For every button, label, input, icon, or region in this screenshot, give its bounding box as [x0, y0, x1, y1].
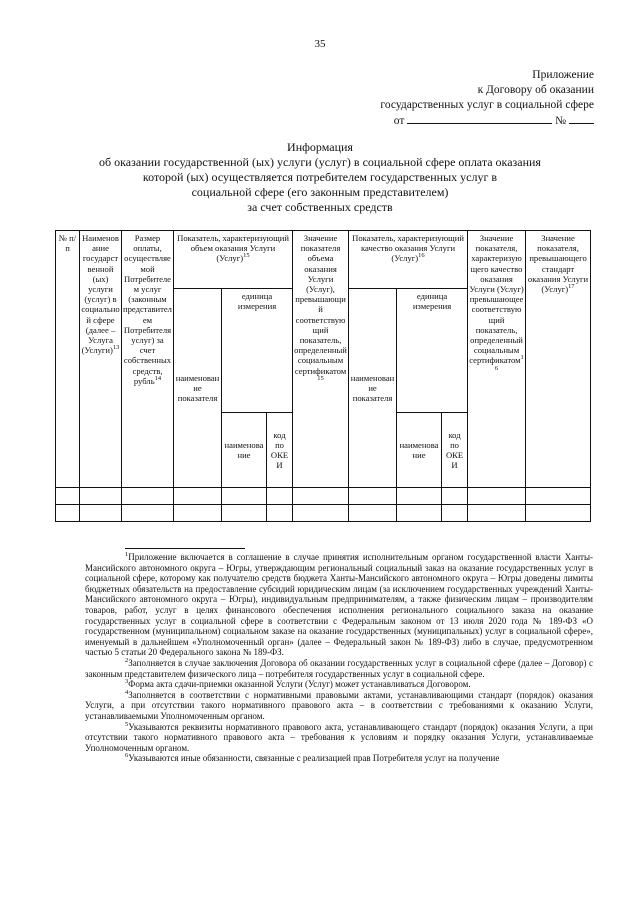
header-volume-okei: код по ОКЕИ — [267, 413, 293, 488]
fn-ref: 16 — [418, 252, 425, 260]
table-cell — [80, 505, 122, 522]
table-cell — [293, 488, 349, 505]
table-cell — [349, 488, 397, 505]
table-cell — [222, 488, 267, 505]
appendix-date-line — [380, 113, 594, 129]
page-number: 35 — [314, 38, 326, 50]
header-volume-unit: единица измерения — [222, 288, 293, 413]
fn-ref: 17 — [568, 283, 575, 291]
date-blank — [407, 113, 552, 124]
number-blank — [569, 113, 594, 124]
header-payment-amount: Размер оплаты, осуществляемой Потребителем услуг (законным представителем Потребителя услуг) за счет собственных средств, рубль$^{14}$ — [122, 231, 174, 488]
table-cell — [349, 505, 397, 522]
header-volume-indicator: Показатель, характеризующий объем оказания Услуги (Услуг)$^{15}$ — [174, 231, 293, 289]
table-cell — [122, 488, 174, 505]
footnote-separator — [125, 548, 245, 549]
fn-ref: 13 — [112, 344, 120, 352]
footnote-4: $^4$Заполняется в соответствии с нормативными правовыми актами, устанавливающими стандарт (порядок) оказания Услуги, а при отсутствии такого нормативного правового акта – в соответствии с требованиями к оказанию Услуги, устанавливаемыми Уполномоченным органом. — [85, 688, 593, 721]
table-cell — [56, 505, 80, 522]
appendix-header — [380, 68, 594, 129]
header-quality-indicator-name: наименование показателя — [349, 288, 397, 487]
header-service-name: Наименование государственной (ых) услуги (услуг) в социальной сфере (далее – Услуга (Услуги)$^{13}$ — [80, 231, 122, 488]
footnote-1: $^1$Приложение включается в соглашение в случае принятия исполнительным органом государственной власти Ханты-Мансийского автономного округа – Югры, утверждающим региональный социальный заказ на оказание государственных услуг в социальной сфере, которому как получателю средств бюджета Ханты-Мансийского автономного округа – Югры доведены лимиты бюджетных обязательств на предоставление субсидий юридическим лицам (за исключением государственных учреждений Ханты-Мансийского автономного округа – Югры), индивидуальным предпринимателям, а также физическим лицам – производителям товаров, работ, услуг в целях финансового обеспечения исполнения регионального социального заказа на оказание государственных услуг в социальной сфере в соответствии с Федеральным законом от 13 июля 2020 года № 189-ФЗ «О государственном (муниципальном) социальном заказе на оказание государственных (муниципальных) услуг в социальной сфере», именуемый в дальнейшем «Уполномоченный орган» (далее – Федеральный закон № 189-ФЗ) либо в случае, предусмотренном частью 5 статьи 20 Федерального закона № 189-ФЗ. — [85, 551, 593, 658]
header-quality-unit-name: наименование — [397, 413, 442, 488]
table-cell — [293, 505, 349, 522]
title-line-4: социальной сфере (его законным представителем) — [191, 185, 449, 199]
table-cell — [80, 488, 122, 505]
appendix-line-3: государственных услуг в социальной сфере — [380, 99, 594, 111]
header-volume-indicator-name: наименование показателя — [174, 288, 222, 487]
table-cell — [397, 505, 442, 522]
footnote-6: $^6$Указываются иные обязанности, связанные с реализацией прав Потребителя услуг на получение — [125, 752, 500, 764]
header-quality-unit: единица измерения — [397, 288, 468, 413]
table-cell — [397, 488, 442, 505]
table-row — [56, 488, 591, 505]
table-cell — [174, 488, 222, 505]
table-cell — [468, 505, 526, 522]
header-standard-value: Значение показателя, превышающего стандарт оказания Услуги (Услуг)$^{17}$ — [526, 231, 591, 488]
document-title — [70, 140, 570, 215]
table-row — [56, 505, 591, 522]
fn-ref: 15 — [243, 252, 250, 260]
fn-ref: 15 — [317, 374, 324, 382]
table-cell — [122, 505, 174, 522]
header-num: № п/п — [56, 231, 80, 488]
header-volume-unit-name: наименование — [222, 413, 267, 488]
header-quality-indicator: Показатель, характеризующий качество оказания Услуги (Услуг)$^{16}$ — [349, 231, 468, 289]
services-table — [55, 230, 591, 522]
table-cell — [442, 505, 468, 522]
footnote-3: $^3$Форма акта сдачи-приемки оказанной Услуги (Услуг) может устанавливаться Договором. — [125, 678, 471, 690]
appendix-line-1: Приложение — [532, 69, 594, 81]
table-cell — [174, 505, 222, 522]
title-line-5: за счет собственных средств — [247, 200, 393, 214]
header-quality-value: Значение показателя, характеризующего качество оказания Услуги (Услуг) превышающее соответствующий показатель, определенный социальным сертификатом$^{16}$ — [468, 231, 526, 488]
table-cell — [468, 488, 526, 505]
from-label: от — [393, 115, 405, 127]
title-line-3: которой (ых) осуществляется потребителем государственных услуг в — [142, 170, 498, 184]
header-quality-okei: код по ОКЕИ — [442, 413, 468, 488]
table-cell — [442, 488, 468, 505]
title-line-2: об оказании государственной (ых) услуги (услуг) в социальной сфере оплата оказания — [99, 155, 541, 169]
footnote-2: $^2$Заполняется в случае заключения Договора об оказании государственных услуг в социальной сфере (далее – Договор) с законным представителем физического лица – потребителя государственных услуг в социальной сфере. — [85, 656, 593, 679]
header-volume-value: Значение показателя объема оказания Услуги (Услуг), превышающий соответствующий показатель, определенный социальным сертификатом$^{15}$ — [293, 231, 349, 488]
footnote-5: $^5$Указываются реквизиты нормативного правового акта, устанавливающего стандарт (порядок) оказания Услуги, а при отсутствии такого нормативного правового акта – требования к условиям и порядку оказания Услуги, устанавливаемые Уполномоченным органом. — [85, 720, 593, 753]
table-cell — [526, 505, 591, 522]
title-line-1: Информация — [287, 140, 353, 154]
number-label: № — [555, 115, 567, 127]
fn-ref: 14 — [154, 374, 162, 382]
table-cell — [267, 488, 293, 505]
table-cell — [56, 488, 80, 505]
fn-ref: 16 — [494, 354, 524, 372]
table-cell — [222, 505, 267, 522]
table-cell — [267, 505, 293, 522]
footnotes — [85, 552, 593, 764]
appendix-line-2: к Договору об оказании — [477, 84, 594, 96]
table-cell — [526, 488, 591, 505]
